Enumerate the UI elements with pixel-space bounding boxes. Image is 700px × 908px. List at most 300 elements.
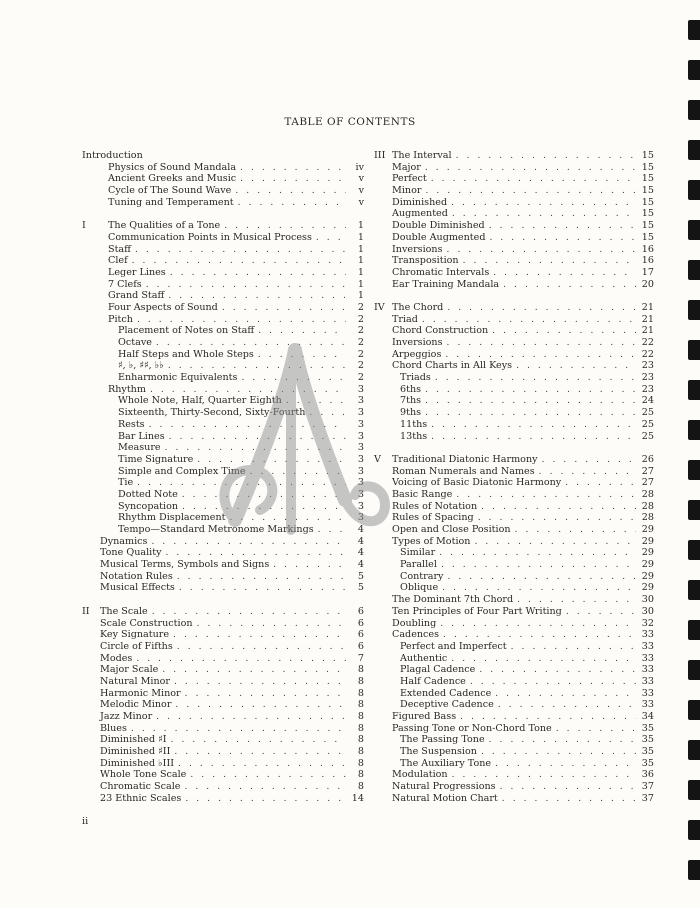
toc-entry (374, 407, 654, 419)
toc-entry-label: Octave (118, 337, 152, 348)
toc-entry-label: Tie (118, 477, 134, 489)
toc-entry-page: 8 (357, 769, 364, 781)
toc-entry-page: 16 (641, 255, 654, 267)
toc-entry (82, 699, 364, 711)
toc-entry (82, 197, 364, 209)
toc-entry (82, 173, 364, 185)
toc-entry-label: Dynamics (100, 535, 148, 547)
dot-leader (515, 525, 636, 536)
toc-entry-label: Chromatic Scale (100, 781, 181, 793)
dot-leader (500, 782, 636, 793)
toc-entry-page: 35 (641, 722, 654, 734)
toc-entry-label: Types of Motion (392, 535, 471, 547)
toc-entry-page: 4 (357, 535, 364, 547)
toc-entry-label: Introduction (82, 150, 143, 161)
toc-entry-page: 29 (641, 570, 654, 582)
binding-hole (688, 740, 700, 760)
toc-entry-label: Half Steps and Whole Steps (118, 348, 254, 360)
toc-entry-page: 33 (641, 664, 654, 676)
toc-entry (374, 314, 654, 326)
toc-entry-label: 7ths (400, 395, 422, 407)
dot-leader (240, 174, 346, 185)
toc-entry (374, 208, 654, 220)
toc-entry-label: Modulation (392, 769, 448, 781)
toc-entry-page: 8 (357, 757, 364, 769)
dot-leader (474, 537, 636, 548)
dot-leader (460, 712, 636, 723)
toc-entry-label: Roman Numerals and Names (392, 465, 535, 477)
toc-entry (82, 688, 364, 700)
page-title: TABLE OF CONTENTS (284, 116, 416, 128)
toc-entry-label: Measure (118, 442, 161, 454)
toc-entry (82, 769, 364, 781)
toc-entry-page: 15 (641, 150, 654, 161)
toc-entry (374, 769, 654, 781)
toc-entry-page: 3 (357, 418, 364, 430)
toc-entry (374, 618, 654, 630)
toc-entry-page: 1 (357, 231, 364, 243)
binding-hole (688, 780, 700, 800)
toc-entry (374, 431, 654, 443)
toc-entry-label: The Interval (392, 150, 452, 161)
toc-entry (82, 793, 364, 805)
toc-entry-page: 34 (641, 711, 654, 722)
toc-entry-label: Minor (392, 185, 422, 197)
toc-entry (374, 758, 654, 770)
toc-entry-label: Bar Lines (118, 430, 165, 442)
dot-leader (146, 280, 346, 291)
chapter-numeral: II (82, 605, 90, 617)
toc-entry (374, 197, 654, 209)
toc-entry-label: ♯, ♭, ♯♯, ♭♭ (118, 360, 164, 372)
toc-entry-label: Natural Minor (100, 675, 171, 687)
toc-entry-label: Jazz Minor (100, 711, 153, 722)
binding-hole (688, 660, 700, 680)
toc-entry-page: 25 (641, 418, 654, 430)
toc-entry-page: 29 (641, 535, 654, 547)
toc-entry-page: 29 (641, 559, 654, 571)
toc-entry-page: 15 (641, 196, 654, 208)
dot-leader (197, 619, 346, 630)
toc-spacer (374, 290, 654, 302)
dot-leader (451, 198, 636, 209)
toc-entry-label: Natural Progressions (392, 781, 496, 793)
toc-entry (82, 314, 364, 326)
dot-leader (235, 186, 346, 197)
toc-entry-label: Tone Quality (100, 547, 162, 559)
toc-entry-label: Double Augmented (392, 231, 486, 243)
toc-entry-label: Dotted Note (118, 488, 178, 500)
binding-hole (688, 140, 700, 160)
toc-entry-page: 8 (357, 746, 364, 758)
toc-entry-page: 22 (641, 337, 654, 348)
dot-leader (175, 700, 346, 711)
toc-entry-label: Rests (118, 418, 145, 430)
toc-entry-label: Whole Tone Scale (100, 769, 187, 781)
toc-entry-page: 23 (641, 383, 654, 395)
toc-entry-page: 2 (357, 372, 364, 384)
dot-leader (152, 607, 346, 618)
dot-leader (168, 291, 346, 302)
dot-leader (452, 209, 636, 220)
dot-leader (539, 467, 636, 478)
dot-leader (173, 630, 346, 641)
toc-entry-page: 32 (641, 617, 654, 629)
toc-entry (82, 618, 364, 630)
dot-leader (185, 794, 346, 805)
binding-hole (688, 540, 700, 560)
dot-leader (478, 513, 636, 524)
toc-entry-label: Ear Training Mandala (392, 278, 500, 290)
toc-entry (374, 746, 654, 758)
toc-entry-page: 33 (641, 652, 654, 664)
dot-leader (240, 163, 346, 174)
toc-entry-label: Extended Cadence (400, 687, 492, 699)
dot-leader (170, 268, 346, 279)
dot-leader (131, 724, 346, 735)
toc-entry-page: 6 (357, 617, 364, 629)
dot-leader (445, 350, 636, 361)
dot-leader (190, 770, 346, 781)
dot-leader (451, 654, 636, 665)
toc-entry-page: 21 (641, 301, 654, 313)
toc-entry-page: 29 (641, 582, 654, 594)
toc-entry-label: Chord Charts in All Keys (392, 360, 513, 372)
toc-entry (82, 559, 364, 571)
dot-leader (162, 665, 346, 676)
dot-leader (425, 186, 636, 197)
toc-entry-page: 36 (641, 769, 654, 781)
toc-entry-page: 15 (641, 173, 654, 185)
toc-entry-page: 1 (357, 278, 364, 290)
toc-entry-label: Chromatic Intervals (392, 266, 490, 278)
toc-entry-page: 28 (641, 512, 654, 524)
dot-leader (463, 256, 636, 267)
dot-leader (422, 315, 636, 326)
toc-entry (374, 524, 654, 536)
toc-entry-page: 3 (357, 500, 364, 512)
toc-entry-label: Doubling (392, 617, 437, 629)
toc-entry (374, 337, 654, 349)
dot-leader (556, 724, 636, 735)
dot-leader (565, 478, 636, 489)
toc-entry-label: Rules of Spacing (392, 512, 474, 524)
toc-entry-page: 5 (357, 570, 364, 582)
toc-entry (82, 279, 364, 291)
toc-entry-label: Triad (392, 313, 418, 325)
toc-entry-label: Diminished ♯I (100, 734, 167, 746)
binding-hole (688, 260, 700, 280)
toc-entry-label: 9ths (400, 407, 422, 419)
toc-entry-page: 30 (641, 605, 654, 617)
toc-entry-page: v (358, 185, 364, 197)
chapter-numeral: V (374, 453, 381, 465)
toc-entry-page: 17 (641, 266, 654, 278)
dot-leader (498, 700, 636, 711)
toc-entry-page: 6 (357, 629, 364, 641)
toc-entry-label: Modes (100, 652, 133, 664)
toc-entry (374, 571, 654, 583)
toc-entry-label: 13ths (400, 430, 428, 442)
toc-entry-page: 3 (357, 488, 364, 500)
dot-leader (493, 268, 636, 279)
toc-entry-page: 37 (641, 792, 654, 804)
toc-entry-page: 33 (641, 687, 654, 699)
toc-entry (374, 547, 654, 559)
dot-leader (425, 385, 636, 396)
toc-entry-page: 3 (357, 442, 364, 454)
toc-entry (374, 489, 654, 501)
toc-entry-label: Major (392, 161, 421, 173)
binding-hole (688, 220, 700, 240)
toc-entry-label: Inversions (392, 337, 443, 348)
toc-entry (82, 185, 364, 197)
dot-leader (517, 595, 636, 606)
toc-entry-page: 8 (357, 781, 364, 793)
toc-entry-page: 1 (357, 266, 364, 278)
toc-entry (82, 290, 364, 302)
toc-entry-page: 16 (641, 243, 654, 255)
toc-entry-page: 3 (357, 407, 364, 419)
toc-entry-label: Similar (400, 547, 436, 559)
toc-entry-label: 6ths (400, 383, 422, 395)
toc-entry (374, 419, 654, 431)
binding-hole (688, 380, 700, 400)
toc-entry (82, 220, 364, 232)
toc-entry-page: 15 (641, 231, 654, 243)
dot-leader (502, 794, 636, 805)
toc-entry-page: 33 (641, 629, 654, 641)
toc-entry-label: Key Signature (100, 629, 170, 641)
binding-hole (688, 820, 700, 840)
toc-entry-page: 24 (641, 395, 654, 407)
toc-spacer (82, 208, 364, 220)
toc-entry (82, 244, 364, 256)
toc-entry (374, 232, 654, 244)
toc-entry-label: Passing Tone or Non-Chord Tone (392, 722, 552, 734)
dot-leader (442, 583, 636, 594)
toc-entry (374, 244, 654, 256)
toc-entry-page: 33 (641, 699, 654, 711)
dot-leader (489, 233, 636, 244)
toc-entry-label: The Suspension (400, 746, 477, 758)
dot-leader (222, 303, 346, 314)
toc-entry-label: Rhythm Displacement (118, 512, 226, 524)
dot-leader (224, 221, 346, 232)
dot-leader (273, 560, 346, 571)
dot-leader (503, 280, 636, 291)
toc-entry-page: 1 (357, 290, 364, 302)
toc-entry-page: 8 (357, 711, 364, 722)
toc-entry-page: 25 (641, 407, 654, 419)
toc-entry-page: 14 (351, 792, 364, 804)
toc-entry-label: Circle of Fifths (100, 640, 173, 652)
dot-leader (542, 455, 636, 466)
binding-hole (688, 860, 700, 880)
toc-entry-label: Sixteenth, Thirty-Second, Sixty-Fourth (118, 407, 306, 419)
binding-hole (688, 340, 700, 360)
toc-entry-page: 15 (641, 208, 654, 220)
toc-entry-label: Arpeggios (392, 348, 442, 360)
dot-leader (489, 221, 636, 232)
dot-leader (447, 245, 636, 256)
toc-entry-page: 15 (641, 161, 654, 173)
toc-entry-label: Grand Staff (108, 290, 165, 302)
toc-entry-page: 28 (641, 488, 654, 500)
binding-hole (688, 580, 700, 600)
dot-leader (440, 619, 636, 630)
toc-entry-label: Major Scale (100, 664, 159, 676)
toc-entry-page: 23 (641, 360, 654, 372)
toc-entry-page: 4 (357, 559, 364, 571)
toc-entry (82, 571, 364, 583)
binding-hole (688, 180, 700, 200)
toc-entry-page: 29 (641, 524, 654, 535)
toc-entry (82, 232, 364, 244)
toc-entry-label: Diminished (392, 196, 448, 208)
dot-leader (316, 233, 346, 244)
binding-hole (688, 100, 700, 120)
toc-entry-label: Traditional Diatonic Harmony (392, 453, 538, 465)
chapter-numeral: III (374, 150, 386, 161)
toc-entry-label: Cadences (392, 629, 440, 641)
toc-entry-page: 5 (357, 582, 364, 594)
toc-entry-label: Cycle of The Sound Wave (108, 185, 232, 197)
toc-entry (82, 664, 364, 676)
toc-entry-label: Augmented (392, 208, 448, 220)
dot-leader (136, 654, 346, 665)
toc-entry (82, 302, 364, 314)
toc-entry (374, 501, 654, 513)
publisher-logo-watermark-icon (195, 330, 395, 560)
dot-leader (238, 198, 346, 209)
dot-leader (425, 408, 636, 419)
toc-spacer (374, 442, 654, 454)
toc-entry-label: Melodic Minor (100, 699, 172, 711)
toc-entry-page: 4 (357, 547, 364, 559)
toc-entry-page: v (358, 196, 364, 208)
dot-leader (516, 361, 636, 372)
toc-entry (374, 466, 654, 478)
toc-entry-page: 2 (357, 348, 364, 360)
toc-entry-page: 35 (641, 757, 654, 769)
toc-entry (82, 267, 364, 279)
toc-entry (82, 582, 364, 594)
toc-entry-label: Musical Terms, Symbols and Signs (100, 559, 270, 571)
toc-entry (374, 653, 654, 665)
toc-entry-label: Ten Principles of Four Part Writing (392, 605, 562, 617)
toc-entry-label: Parallel (400, 559, 437, 571)
toc-entry-label: Rhythm (108, 383, 146, 395)
toc-entry-label: Contrary (400, 570, 444, 582)
binding-hole (688, 420, 700, 440)
toc-entry-label: Pitch (108, 313, 133, 325)
dot-leader (185, 689, 346, 700)
dot-leader (135, 245, 346, 256)
toc-entry-page: 21 (641, 325, 654, 337)
toc-entry-page: 26 (641, 453, 654, 465)
toc-entry-page: 8 (357, 675, 364, 687)
toc-entry (374, 606, 654, 618)
toc-entry-label: Deceptive Cadence (400, 699, 494, 711)
toc-entry-page: 2 (357, 325, 364, 337)
toc-entry-page: 8 (357, 687, 364, 699)
toc-entry-page: iv (355, 161, 364, 173)
toc-entry-page: 28 (641, 500, 654, 512)
toc-entry-page: 1 (357, 243, 364, 255)
dot-leader (184, 782, 346, 793)
spiral-binding (686, 0, 700, 908)
toc-entry-label: Plagal Cadence (400, 664, 476, 676)
toc-spacer (82, 594, 364, 606)
toc-entry-label: 11ths (400, 418, 428, 430)
toc-entry-page: 3 (357, 383, 364, 395)
toc-entry-label: Inversions (392, 243, 443, 255)
toc-entry-label: Tuning and Temperament (108, 196, 234, 208)
toc-entry (82, 255, 364, 267)
toc-entry (374, 536, 654, 548)
dot-leader (456, 490, 636, 501)
toc-entry-label: Whole Note, Half, Quarter Eighth (118, 395, 282, 407)
toc-entry-label: The Qualities of a Tone (108, 220, 221, 232)
toc-entry-label: Scale Construction (100, 617, 193, 629)
toc-entry (374, 360, 654, 372)
toc-entry (82, 781, 364, 793)
toc-entry-label: Simple and Complex Time (118, 465, 246, 477)
toc-entry-label: Diminished ♯II (100, 746, 171, 758)
toc-entry-page: 6 (357, 640, 364, 652)
toc-entry (82, 723, 364, 735)
toc-entry-page: 27 (641, 465, 654, 477)
dot-leader (481, 502, 636, 513)
toc-entry-page: 6 (357, 605, 364, 617)
toc-entry-label: Half Cadence (400, 675, 466, 687)
toc-entry (82, 606, 364, 618)
toc-entry (374, 279, 654, 291)
toc-entry (374, 723, 654, 735)
toc-entry-page: 2 (357, 313, 364, 325)
toc-entry (374, 185, 654, 197)
toc-entry (374, 267, 654, 279)
toc-entry-label: Voicing of Basic Diatonic Harmony (392, 477, 562, 489)
toc-entry-label: Clef (108, 255, 128, 267)
dot-leader (179, 583, 346, 594)
toc-entry (82, 746, 364, 758)
toc-entry-page: 27 (641, 477, 654, 489)
toc-entry-label: Leger Lines (108, 266, 166, 278)
toc-entry (82, 676, 364, 688)
dot-leader (495, 759, 636, 770)
dot-leader (470, 677, 636, 688)
toc-entry (374, 699, 654, 711)
toc-entry-page: 29 (641, 547, 654, 559)
toc-entry (374, 372, 654, 384)
toc-entry-page: 4 (357, 524, 364, 535)
toc-entry-label: 7 Clefs (108, 278, 142, 290)
toc-entry (374, 512, 654, 524)
toc-entry (374, 150, 654, 162)
dot-leader (137, 315, 346, 326)
toc-entry-label: Diminished ♭III (100, 757, 175, 769)
toc-entry-page: 7 (357, 652, 364, 664)
toc-entry-page: 20 (641, 278, 654, 290)
binding-hole (688, 620, 700, 640)
dot-leader (174, 747, 346, 758)
toc-entry (374, 582, 654, 594)
toc-entry (82, 162, 364, 174)
toc-entry-label: Basic Range (392, 488, 453, 500)
toc-entry-label: Placement of Notes on Staff (118, 325, 255, 337)
